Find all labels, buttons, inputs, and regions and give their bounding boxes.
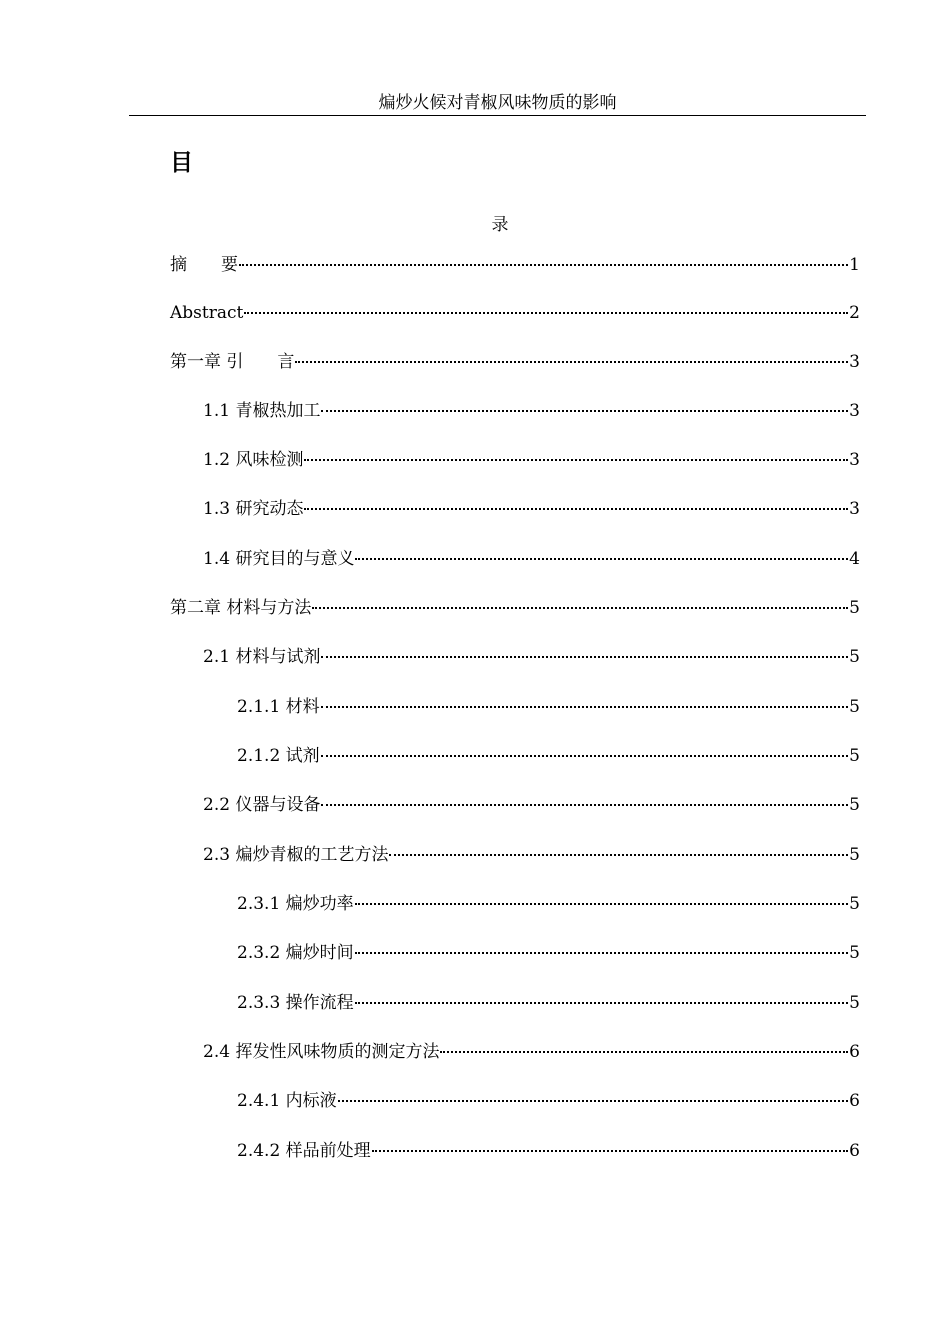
toc-entry-label: 1.3 研究动态 [203, 499, 304, 519]
running-header-title: 煸炒火候对青椒风味物质的影响 [378, 93, 617, 113]
toc-entry-chapter-1[interactable] [170, 349, 860, 373]
toc-page-number: 5 [849, 943, 860, 963]
toc-dot-leader [295, 345, 848, 363]
toc-entry-label: 2.4 挥发性风味物质的测定方法 [203, 1042, 440, 1062]
toc-entry-label: 2.1 材料与试剂 [203, 647, 321, 667]
toc-page-number: 6 [849, 1141, 860, 1161]
toc-entry-1-1[interactable] [203, 398, 860, 422]
toc-entry-1-2[interactable] [203, 447, 860, 471]
toc-page-number: 3 [849, 401, 860, 421]
toc-dot-leader [338, 1084, 849, 1102]
toc-entry-2-1-1[interactable] [237, 694, 860, 718]
toc-heading-part2: 录 [491, 215, 509, 235]
toc-dot-leader [312, 591, 848, 609]
toc-entry-label: 第二章 材料与方法 [170, 598, 312, 618]
toc-entry-label: Abstract [170, 303, 244, 323]
toc-dot-leader [389, 838, 848, 856]
toc-dot-leader [321, 640, 848, 658]
toc-entry-2-4[interactable] [203, 1039, 860, 1063]
toc-dot-leader [304, 443, 848, 461]
toc-page-number: 5 [849, 647, 860, 667]
toc-dot-leader [372, 1134, 849, 1152]
toc-dot-leader [355, 542, 848, 560]
toc-entry-label: 1.2 风味检测 [203, 450, 304, 470]
toc-page-number: 5 [849, 697, 860, 717]
toc-dot-leader [321, 690, 849, 708]
toc-page-number: 5 [849, 795, 860, 815]
toc-entry-2-3[interactable] [203, 842, 860, 866]
toc-page-number: 6 [849, 1042, 860, 1062]
toc-entry-label: 1.1 青椒热加工 [203, 401, 321, 421]
toc-entry-label: 2.3.1 煸炒功率 [237, 894, 354, 914]
toc-entry-chapter-2[interactable] [170, 595, 860, 619]
toc-entry-1-4[interactable] [203, 546, 860, 570]
toc-entry-2-4-2[interactable] [237, 1138, 860, 1162]
toc-entry-2-3-3[interactable] [237, 990, 860, 1014]
toc-page-number: 5 [849, 598, 860, 618]
toc-entry-2-2[interactable] [203, 792, 860, 816]
toc-dot-leader [321, 394, 848, 412]
toc-entry-abstract-cn[interactable] [170, 252, 860, 276]
toc-entry-label: 1.4 研究目的与意义 [203, 549, 355, 569]
toc-page-number: 4 [849, 549, 860, 569]
toc-dot-leader [355, 936, 849, 954]
toc-entry-label: 2.3 煸炒青椒的工艺方法 [203, 845, 389, 865]
toc-dot-leader [355, 887, 849, 905]
toc-dot-leader [304, 492, 848, 510]
toc-page-number: 2 [849, 303, 860, 323]
toc-dot-leader [355, 986, 849, 1004]
toc-heading-part1: 目 [170, 149, 193, 176]
toc-entry-label: 2.3.2 煸炒时间 [237, 943, 354, 963]
toc-dot-leader [321, 739, 849, 757]
toc-dot-leader [239, 248, 848, 266]
toc-page-number: 5 [849, 746, 860, 766]
toc-entry-label: 摘 要 [170, 255, 238, 275]
toc-dot-leader [321, 788, 848, 806]
toc-entry-label: 2.3.3 操作流程 [237, 993, 354, 1013]
toc-page-number: 3 [849, 450, 860, 470]
toc-page-number: 1 [849, 255, 860, 275]
toc-page-number: 5 [849, 845, 860, 865]
toc-entry-2-3-2[interactable] [237, 940, 860, 964]
toc-entry-label: 2.1.1 材料 [237, 697, 320, 717]
toc-entry-2-3-1[interactable] [237, 891, 860, 915]
toc-dot-leader [244, 296, 848, 314]
toc-page-number: 3 [849, 499, 860, 519]
toc-entry-1-3[interactable] [203, 496, 860, 520]
toc-entry-2-4-1[interactable] [237, 1088, 860, 1112]
toc-entry-label: 2.4.2 样品前处理 [237, 1141, 371, 1161]
toc-page-number: 5 [849, 894, 860, 914]
toc-entry-label: 2.2 仪器与设备 [203, 795, 321, 815]
toc-entry-abstract-en[interactable] [170, 300, 860, 324]
toc-page-number: 3 [849, 352, 860, 372]
toc-entry-label: 2.1.2 试剂 [237, 746, 320, 766]
toc-entry-2-1[interactable] [203, 644, 860, 668]
toc-entry-label: 第一章 引 言 [170, 352, 295, 372]
toc-entry-2-1-2[interactable] [237, 743, 860, 767]
toc-entry-label: 2.4.1 内标液 [237, 1091, 337, 1111]
toc-page-number: 6 [849, 1091, 860, 1111]
toc-page-number: 5 [849, 993, 860, 1013]
toc-dot-leader [440, 1035, 848, 1053]
